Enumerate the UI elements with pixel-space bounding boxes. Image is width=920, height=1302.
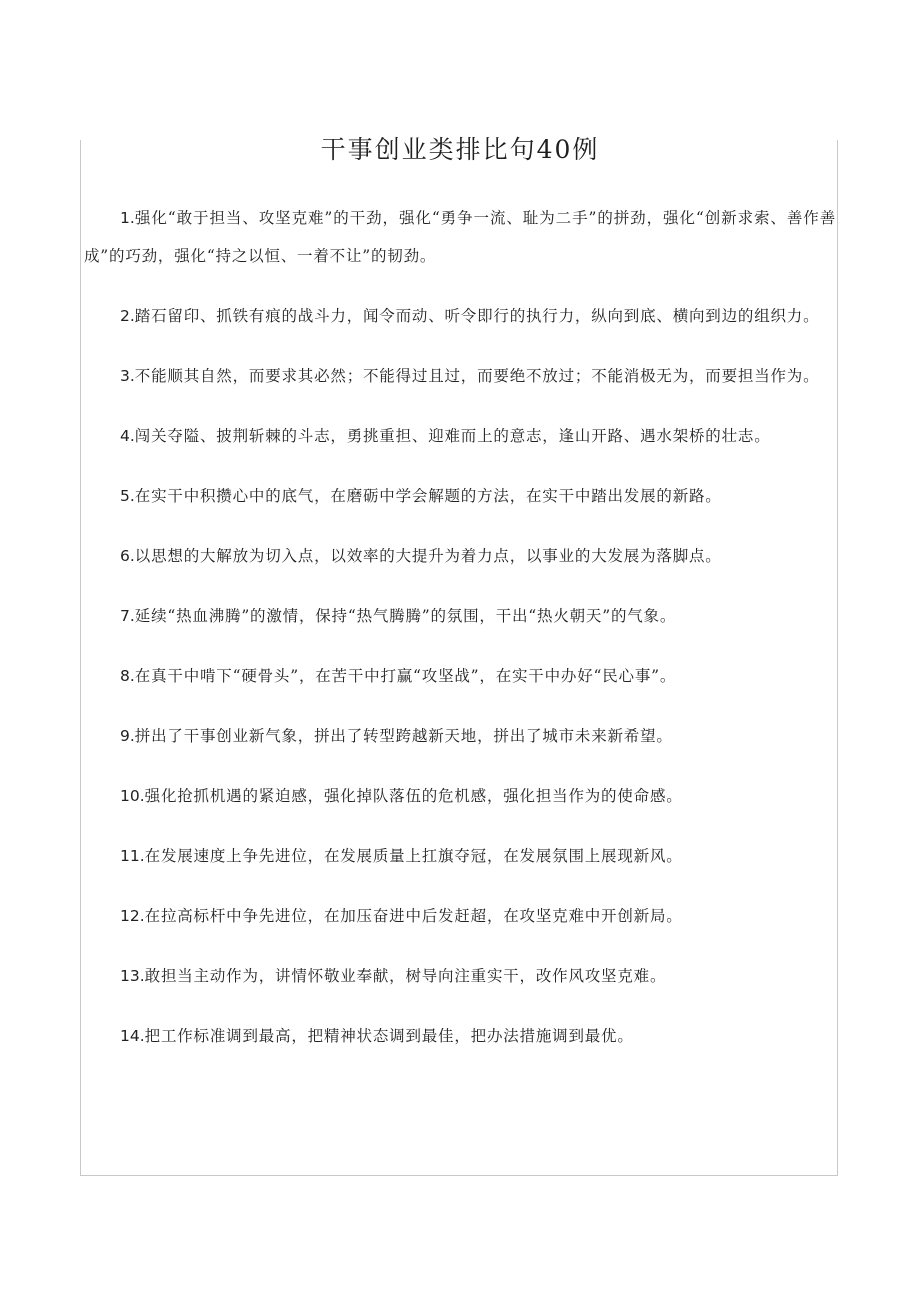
list-item bbox=[84, 1017, 836, 1055]
item-text: 把工作标准调到最高，把精神状态调到最佳，把办法措施调到最优。 bbox=[144, 1027, 634, 1045]
item-number: 8. bbox=[120, 667, 135, 685]
item-text: 不能顺其自然，而要求其必然；不能得过且过，而要绝不放过；不能消极无为，而要担当作为。 bbox=[134, 367, 820, 385]
document-body bbox=[84, 199, 836, 1077]
item-text: 敢担当主动作为，讲情怀敬业奉献，树导向注重实干，改作风攻坚克难。 bbox=[144, 967, 667, 985]
list-item bbox=[84, 777, 836, 815]
item-number: 10. bbox=[120, 787, 145, 805]
list-item bbox=[84, 657, 836, 695]
list-item bbox=[84, 897, 836, 935]
list-item bbox=[84, 199, 836, 275]
item-text: 以思想的大解放为切入点，以效率的大提升为着力点，以事业的大发展为落脚点。 bbox=[134, 547, 722, 565]
item-number: 7. bbox=[120, 607, 135, 625]
list-item bbox=[84, 597, 836, 635]
item-text: 拼出了干事创业新气象，拼出了转型跨越新天地，拼出了城市未来新希望。 bbox=[134, 727, 673, 745]
item-number: 11. bbox=[120, 847, 145, 865]
item-text: 在拉高标杆中争先进位，在加压奋进中后发赶超，在攻坚克难中开创新局。 bbox=[144, 907, 683, 925]
item-number: 1. bbox=[120, 209, 135, 227]
item-number: 4. bbox=[120, 427, 135, 445]
list-item bbox=[84, 957, 836, 995]
item-number: 9. bbox=[120, 727, 135, 745]
item-number: 13. bbox=[120, 967, 145, 985]
list-item bbox=[84, 837, 836, 875]
list-item bbox=[84, 477, 836, 515]
item-text: 在真干中啃下“硬骨头”，在苦干中打赢“攻坚战”，在实干中办好“民心事”。 bbox=[134, 667, 677, 685]
list-item bbox=[84, 417, 836, 455]
item-text: 延续“热血沸腾”的激情，保持“热气腾腾”的氛围，干出“热火朝天”的气象。 bbox=[134, 607, 677, 625]
list-item bbox=[84, 357, 836, 395]
item-text: 在实干中积攒心中的底气，在磨砺中学会解题的方法，在实干中踏出发展的新路。 bbox=[134, 487, 722, 505]
item-text: 踏石留印、抓铁有痕的战斗力，闻令而动、听令即行的执行力，纵向到底、横向到边的组织力。 bbox=[134, 307, 820, 325]
item-text: 强化“敢于担当、攻坚克难”的干劲，强化“勇争一流、耻为二手”的拼劲，强化“创新求索、善作善成”的巧劲，强化“持之以恒、一着不让”的韧劲。 bbox=[84, 209, 836, 265]
item-number: 14. bbox=[120, 1027, 145, 1045]
list-item bbox=[84, 297, 836, 335]
document-title: 干事创业类排比句40例 bbox=[320, 135, 600, 164]
item-number: 2. bbox=[120, 307, 135, 325]
item-text: 在发展速度上争先进位，在发展质量上扛旗夺冠，在发展氛围上展现新风。 bbox=[144, 847, 683, 865]
item-text: 闯关夺隘、披荆斩棘的斗志，勇挑重担、迎难而上的意志，逢山开路、遇水架桥的壮志。 bbox=[134, 427, 771, 445]
item-number: 12. bbox=[120, 907, 145, 925]
item-number: 5. bbox=[120, 487, 135, 505]
list-item bbox=[84, 537, 836, 575]
item-number: 3. bbox=[120, 367, 135, 385]
list-item bbox=[84, 717, 836, 755]
item-number: 6. bbox=[120, 547, 135, 565]
item-text: 强化抢抓机遇的紧迫感，强化掉队落伍的危机感，强化担当作为的使命感。 bbox=[144, 787, 683, 805]
